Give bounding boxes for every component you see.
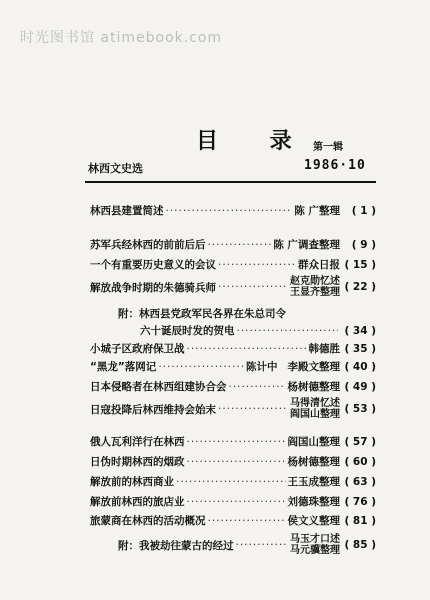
entry-author — [290, 398, 340, 420]
entry-author-line: 马元骥整理 — [290, 545, 340, 556]
leader-dots — [218, 259, 296, 271]
entry-author: 陈 广整理 — [294, 205, 340, 217]
leader-dots — [218, 281, 288, 293]
toc-entry — [90, 513, 376, 528]
entry-author: 杨树德整理 — [287, 381, 340, 393]
toc-entry — [118, 534, 376, 556]
leader-dots — [187, 436, 286, 448]
entry-author: 刘德珠整理 — [287, 496, 340, 508]
entry-author-line: 马玉才口述 — [290, 534, 340, 545]
leader-dots — [236, 539, 289, 551]
entry-author-line: 马得清忆述 — [290, 398, 340, 409]
entry-page: ( 81 ) — [344, 514, 376, 527]
entry-author: 侯文义整理 — [287, 515, 340, 527]
entry-title: 俄人瓦利洋行在林西 — [90, 436, 185, 448]
entry-page: ( 85 ) — [344, 539, 376, 551]
toc-entry — [90, 359, 376, 374]
toc-entry — [90, 474, 376, 489]
toc-entry — [118, 306, 376, 321]
page-title: 目 录 — [196, 129, 314, 154]
entry-author-line: 王显齐整理 — [290, 287, 340, 298]
entry-author: 王玉成整理 — [287, 476, 340, 488]
entry-title: 小城子区政府保卫战 — [90, 343, 185, 355]
series-name: 林西文史选 — [88, 162, 143, 175]
entry-author-line: 阎国山整理 — [290, 409, 340, 420]
leader-dots — [218, 403, 288, 415]
toc-entry — [90, 341, 376, 356]
entry-page: ( 1 ) — [351, 204, 376, 217]
entry-title: 解放前的林西商业 — [90, 476, 174, 488]
entry-page: ( 9 ) — [351, 238, 376, 251]
toc-entry — [90, 494, 376, 509]
entry-author: 杨树德整理 — [287, 456, 340, 468]
entry-title: 附：我被劫往蒙古的经过 — [118, 539, 234, 552]
entry-page: ( 35 ) — [344, 342, 376, 355]
entry-page: ( 76 ) — [344, 495, 376, 508]
toc-entry — [90, 379, 376, 394]
entry-page: ( 60 ) — [344, 455, 376, 468]
entry-page: ( 57 ) — [344, 435, 376, 448]
toc-entry — [90, 276, 376, 298]
entry-page: ( 63 ) — [344, 475, 376, 488]
entry-title: 一个有重要历史意义的会议 — [90, 259, 216, 271]
entry-title: 日本侵略者在林西组建协合会 — [90, 381, 227, 393]
leader-dots — [187, 456, 286, 468]
entry-title: 六十诞辰时发的贺电 — [140, 325, 235, 337]
toc-entry — [90, 257, 376, 272]
entry-author: 群众日报 — [298, 259, 340, 271]
entry-page: ( 40 ) — [344, 360, 376, 373]
toc-entry — [90, 398, 376, 420]
entry-title: 日伪时期林西的烟政 — [90, 456, 185, 468]
header-rule — [85, 181, 376, 183]
entry-author — [290, 276, 340, 298]
entry-title: 日寇投降后林西维持会始末 — [90, 403, 216, 416]
issue-label: 第一辑 — [313, 142, 343, 153]
entry-author: 李殿文整理 — [287, 361, 340, 373]
entry-author: 阎国山整理 — [287, 436, 340, 448]
leader-dots — [187, 496, 286, 508]
entry-page: ( 22 ) — [344, 281, 376, 293]
entry-title: 解放战争时期的朱德骑兵师 — [90, 281, 216, 294]
leader-dots — [166, 205, 293, 217]
entry-title: 附：林西县党政军民各界在朱总司令 — [118, 308, 286, 320]
toc-entry — [90, 237, 376, 252]
toc-entry — [90, 434, 376, 449]
toc-entry — [140, 323, 376, 338]
leader-dots — [158, 361, 244, 373]
entry-title: 苏军兵经林西的前前后后 — [90, 239, 206, 251]
entry-author-line: 赵克勋忆述 — [290, 276, 340, 287]
toc-entry — [90, 454, 376, 469]
leader-dots — [229, 381, 286, 393]
leader-dots — [187, 343, 307, 355]
watermark: 时光图书馆 atimebook.com — [20, 30, 223, 46]
entry-page: ( 34 ) — [344, 324, 376, 337]
entry-author — [290, 534, 340, 556]
entry-title: “黑龙”落网记 — [90, 361, 157, 373]
leader-dots — [237, 325, 339, 337]
entry-coauthor: 陈计中 — [246, 361, 278, 373]
entry-title: 解放前林西的旅店业 — [90, 496, 185, 508]
entry-title: 林西县建置简述 — [90, 205, 164, 217]
leader-dots — [176, 476, 286, 488]
entry-page: ( 49 ) — [344, 380, 376, 393]
publication-date: 1986·10 — [304, 158, 366, 173]
entry-page: ( 53 ) — [344, 403, 376, 415]
toc-entry — [90, 203, 376, 218]
entry-title: 旅蒙商在林西的活动概况 — [90, 515, 206, 527]
leader-dots — [208, 515, 286, 527]
leader-dots — [208, 239, 272, 251]
entry-author: 陈 广调查整理 — [273, 239, 340, 251]
entry-author: 韩德胜 — [308, 343, 340, 355]
entry-page: ( 15 ) — [344, 258, 376, 271]
